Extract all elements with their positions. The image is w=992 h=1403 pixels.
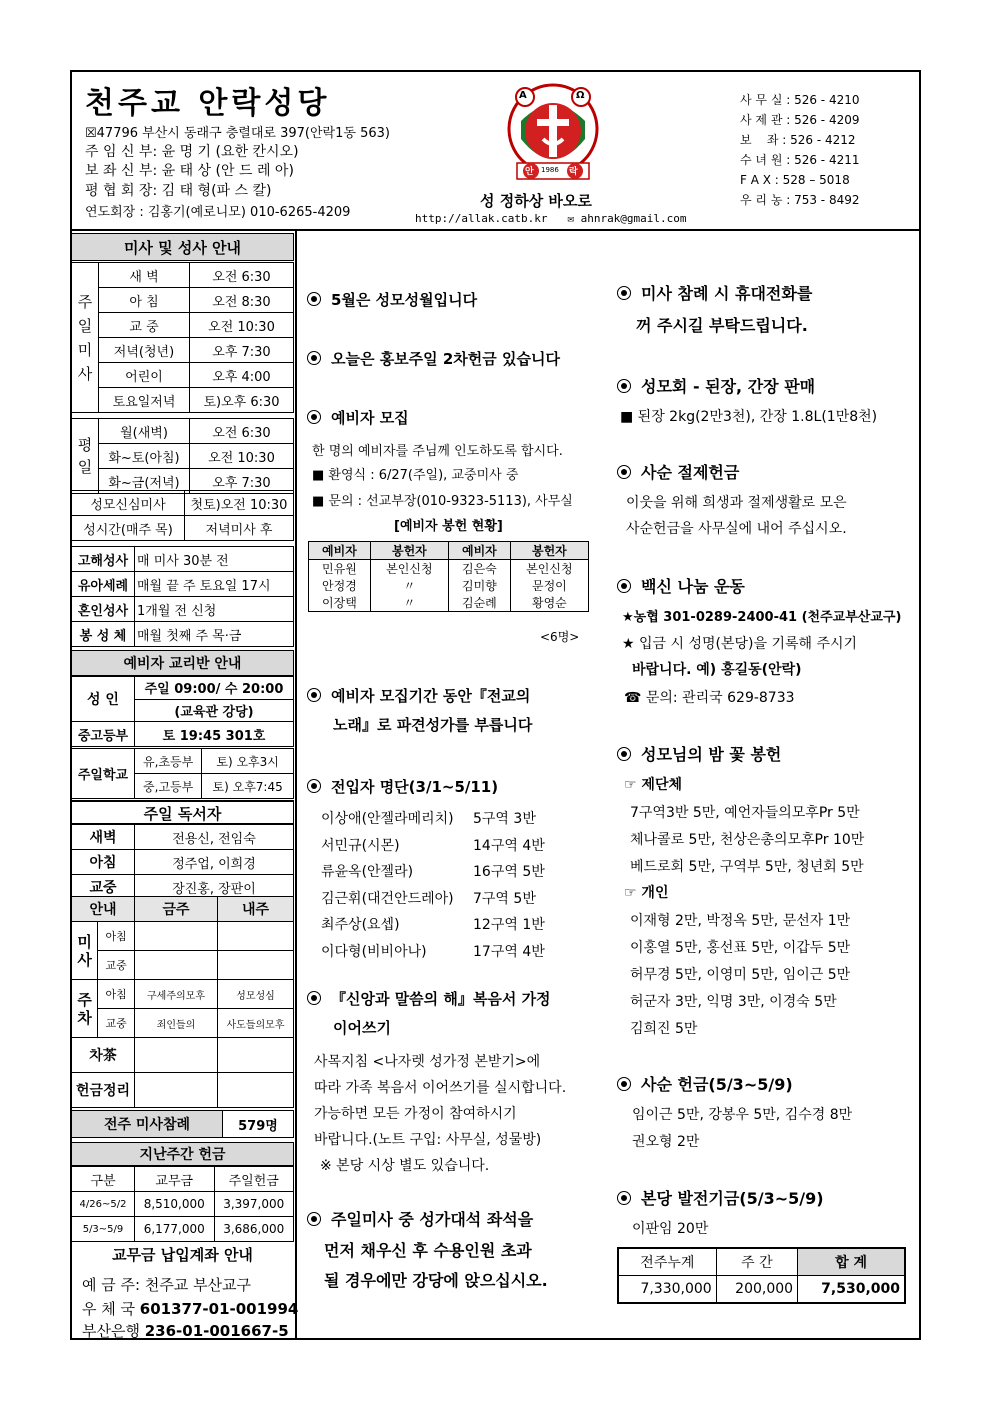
catechumen-table xyxy=(71,676,294,747)
flower-groups-list xyxy=(630,800,864,881)
logo-omega: Ω xyxy=(576,90,585,101)
offer-tithe: 8,510,000 xyxy=(135,1192,215,1217)
school-group: 유,초등부 xyxy=(135,749,202,774)
offer-head: 주일헌금 xyxy=(214,1167,294,1192)
weekday-row-time: 오후 7:30 xyxy=(190,469,294,494)
sponsor-cell: 황영순 xyxy=(510,594,588,612)
notice-vaccine-sharing: 백신 나눔 운동 xyxy=(617,574,745,597)
sunday-school-table xyxy=(71,748,294,799)
bullet-icon xyxy=(307,351,321,365)
bullet-icon xyxy=(617,286,631,300)
patron-saint: 성 정하상 바오로 xyxy=(480,192,592,210)
guide-choir-row: 아침 xyxy=(98,980,135,1009)
notice-second-collection: 오늘은 홍보주일 2차헌금 있습니다 xyxy=(307,348,560,369)
postal-account: 우 체 국 601377-01-001994 xyxy=(82,1300,299,1318)
busan-bank-account: 부산은행 236-01-001667-5 xyxy=(82,1322,289,1340)
sunday-row-time: 오후 7:30 xyxy=(190,338,294,363)
vaccine-contact: ☎ 문의: 관리국 629-8733 xyxy=(624,690,795,706)
lent-donation-line: 권오형 2만 xyxy=(632,1134,700,1150)
sunday-row-time: 오전 6:30 xyxy=(190,263,294,288)
fund-weekly: 200,000 xyxy=(716,1276,797,1304)
sacrament-info: 1개월 전 신청 xyxy=(135,597,294,622)
sponsor-head: 예비자 xyxy=(309,542,371,560)
logo-year: 1986 xyxy=(541,166,559,174)
bullet-icon xyxy=(617,379,631,393)
bullet-icon xyxy=(617,1191,631,1205)
flower-individual-row: 허군자 3만, 익명 3만, 이경숙 5만 xyxy=(630,994,837,1010)
council-president: 평 협 회 장: 김 태 형(파 스 칼) xyxy=(85,183,272,199)
notice-lent-donation: 사순 헌금(5/3~5/9) xyxy=(617,1072,793,1095)
teen-label: 중고등부 xyxy=(72,722,135,747)
flower-group-row: 7구역3반 5만, 예언자들의모후Pr 5만 xyxy=(630,805,860,821)
weekday-mass-table xyxy=(71,418,294,494)
flower-groups-label: ☞ 제단체 xyxy=(624,777,682,793)
flower-individual-row: 이재형 2만, 박정옥 5만, 문선자 1만 xyxy=(630,913,851,929)
reader-mass: 교중 xyxy=(72,875,135,900)
vaccine-instruction: ★ 입금 시 성명(본당)을 기록해 주시기 xyxy=(622,636,858,652)
sponsor-cell: 김순례 xyxy=(448,594,510,612)
attendance-table xyxy=(71,1110,294,1138)
tea-label: 차茶 xyxy=(72,1038,135,1073)
sunday-row-label: 새 벽 xyxy=(99,263,190,288)
notice-mission-song-2: 노래』로 파견성가를 부릅니다 xyxy=(333,716,533,734)
weekday-row-label: 월(새벽) xyxy=(99,419,190,444)
fund-head: 합 계 xyxy=(798,1248,905,1276)
offer-head: 구분 xyxy=(72,1167,135,1192)
new-parishioner-row: 이다형(비비아나) 17구역 4반 xyxy=(321,943,545,960)
lent-donation-line: 임이근 5만, 강봉우 5만, 김수경 8만 xyxy=(632,1107,853,1123)
logo-alpha: A xyxy=(519,90,527,101)
guide-head: 금주 xyxy=(135,897,218,922)
school-group: 중,고등부 xyxy=(135,774,202,799)
guide-choir-row: 교중 xyxy=(98,1009,135,1038)
notice-development-fund: 본당 발전기금(5/3~5/9) xyxy=(617,1186,824,1209)
special-mass-table xyxy=(71,490,294,541)
sunday-row-label: 아 침 xyxy=(99,288,190,313)
logo-right-char: 락 xyxy=(569,167,578,177)
offer-sunday: 3,397,000 xyxy=(214,1192,294,1217)
guide-table xyxy=(71,896,294,1108)
bullet-icon xyxy=(307,292,321,306)
notice-phones-off-2: 꺼 주시길 부탁드립니다. xyxy=(636,316,808,335)
catechumen-contact: ■ 문의 : 선교부장(010-9323-5113), 사무실 xyxy=(312,494,573,509)
flower-individual-row: 허무경 5만, 이영미 5만, 임이근 5만 xyxy=(630,967,851,983)
guide-choir-this: 구세주의모후 xyxy=(135,980,218,1009)
sacrament-info: 매월 첫째 주 목·금 xyxy=(135,622,294,647)
lent-offering-line: 사순헌금을 사무실에 내어 주십시오. xyxy=(626,521,847,537)
new-parishioner-row: 이상애(안젤라메리치) 5구역 3반 xyxy=(321,811,536,827)
lent-offering-line: 이웃을 위해 희생과 절제생활로 모은 xyxy=(626,495,847,511)
teen-time: 토 19:45 301호 xyxy=(135,722,294,747)
readers-title: 주일 독서자 xyxy=(71,800,294,824)
bullet-icon xyxy=(307,991,321,1005)
sponsor-cell: 민유원 xyxy=(309,560,371,578)
sacrament-info: 매 미사 30분 전 xyxy=(135,547,294,572)
fund-head: 주 간 xyxy=(716,1248,797,1276)
last-week-offering-title: 지난주간 헌금 xyxy=(71,1142,294,1166)
flower-individuals-label: ☞ 개인 xyxy=(624,885,669,901)
notice-gospel-copy: 『신앙과 말씀의 해』복음서 가정 xyxy=(307,988,551,1009)
youth-president: 연도회장 : 김홍기(예로니모) 010-6265-4209 xyxy=(85,205,351,220)
new-parishioner-row: 최주상(요셉) 12구역 1반 xyxy=(321,917,545,934)
readers-table xyxy=(71,824,294,900)
catechumen-text: 한 명의 예비자를 주님께 인도하도록 합시다. xyxy=(312,444,563,459)
offering-label: 헌금정리 xyxy=(72,1073,135,1108)
bullet-icon xyxy=(307,688,321,702)
vaccine-account: ★농협 301-0289-2400-41 (천주교부산교구) xyxy=(622,610,902,625)
sunday-row-label: 교 중 xyxy=(99,313,190,338)
guide-choir-this: 죄인들의 xyxy=(135,1009,218,1038)
notice-soybean-sale: 성모회 - 된장, 간장 판매 xyxy=(617,374,815,397)
school-time: 토) 오후7:45 xyxy=(202,774,294,799)
notice-lent-offering: 사순 절제헌금 xyxy=(617,460,739,483)
notice-catechumen: 예비자 모집 xyxy=(307,407,409,428)
school-time: 토) 오후3시 xyxy=(202,749,294,774)
special-row-label: 성시간(매주 목) xyxy=(72,516,185,541)
catechumen-title: 예비자 교리반 안내 xyxy=(71,650,294,676)
weekday-row-time: 오전 6:30 xyxy=(190,419,294,444)
notice-phones-off: 미사 참례 시 휴대전화를 xyxy=(617,281,812,304)
sponsor-cell: 안정경 xyxy=(309,577,371,594)
notice-new-parishioners: 전입자 명단(3/1~5/11) xyxy=(307,776,498,797)
sponsor-cell: 〃 xyxy=(370,577,448,594)
gospel-copy-line: ※ 본당 시상 별도 있습니다. xyxy=(320,1158,490,1174)
pastor: 주 임 신 부: 윤 명 기 (요한 칸시오) xyxy=(85,144,299,160)
adult-place: (교육관 강당) xyxy=(135,699,294,722)
sunday-mass-label: 주 일 미 사 xyxy=(72,263,99,413)
weekday-row-label: 화~토(아침) xyxy=(99,444,190,469)
reader-names: 전용신, 전임숙 xyxy=(135,825,294,850)
adult-label: 성 인 xyxy=(72,677,135,722)
attendance-label: 전주 미사참례 xyxy=(72,1111,223,1138)
sponsor-cell: 문정이 xyxy=(510,577,588,594)
sacrament-label: 봉 성 체 xyxy=(72,622,135,647)
guide-mass-label: 미 사 xyxy=(72,922,98,980)
new-parishioner-row: 서민규(시몬) 14구역 4반 xyxy=(321,837,545,854)
bullet-icon xyxy=(307,1212,321,1226)
address: ☒47796 부산시 동래구 충렬대로 397(안락1동 563) xyxy=(85,126,390,141)
sunday-row-label: 토요일저녁 xyxy=(99,388,190,413)
logo-left-char: 안 xyxy=(525,167,534,177)
catechumen-table-title: [예비자 봉헌 현황] xyxy=(394,519,503,534)
gospel-copy-line: 사목지침 <나자렛 성가정 본받기>에 xyxy=(314,1054,541,1070)
sacraments-table xyxy=(71,546,294,647)
mass-guide-title: 미사 및 성사 안내 xyxy=(71,233,294,261)
sunday-mass-table xyxy=(71,262,294,413)
guide-choir-next: 사도들의모후 xyxy=(218,1009,294,1038)
sponsor-cell: 김미향 xyxy=(448,577,510,594)
sunday-row-time: 토)오후 6:30 xyxy=(190,388,294,413)
weekday-row-label: 화~금(저녁) xyxy=(99,469,190,494)
phone-directory xyxy=(740,90,859,210)
reader-mass: 새벽 xyxy=(72,825,135,850)
sacrament-label: 혼인성사 xyxy=(72,597,135,622)
catechumen-sponsor-table xyxy=(308,541,589,612)
bullet-icon xyxy=(617,1077,631,1091)
guide-head: 안내 xyxy=(72,897,135,922)
phone-rectory: 사 제 관 : 526 - 4209 xyxy=(740,113,860,127)
sponsor-cell: 이장택 xyxy=(309,594,371,612)
guide-mass-row: 교중 xyxy=(98,951,135,980)
notice-flower-offering: 성모님의 밤 꽃 봉헌 xyxy=(617,742,781,765)
guide-choir-next: 성모성심 xyxy=(218,980,294,1009)
offer-sunday: 3,686,000 xyxy=(214,1217,294,1242)
fund-head: 전주누계 xyxy=(618,1248,716,1276)
gospel-copy-text xyxy=(314,1049,566,1179)
offer-period: 4/26~5/2 xyxy=(72,1192,135,1217)
soybean-prices: ■ 된장 2kg(2만3천), 간장 1.8L(1만8천) xyxy=(620,409,878,425)
bullet-icon xyxy=(307,779,321,793)
phone-office: 사 무 실 : 526 - 4210 xyxy=(740,93,860,107)
account-title: 교무금 납입계좌 안내 xyxy=(112,1246,253,1264)
guide-choir-label: 주 차 xyxy=(72,980,98,1038)
fund-cumulative: 7,330,000 xyxy=(618,1276,716,1304)
guide-mass-row: 아침 xyxy=(98,922,135,951)
new-parishioner-row: 김근휘(대건안드레아) 7구역 5반 xyxy=(321,890,536,907)
phone-fax: F A X : 528 – 5018 xyxy=(740,173,850,187)
special-row-time: 첫토)오전 10:30 xyxy=(185,491,294,516)
sponsor-head: 예비자 xyxy=(448,542,510,560)
reader-names: 정주업, 이희경 xyxy=(135,850,294,875)
gospel-copy-line: 가능하면 모든 가정이 참여하시기 xyxy=(314,1106,517,1122)
sacrament-label: 고해성사 xyxy=(72,547,135,572)
special-row-label: 성모신심미사 xyxy=(72,491,185,516)
flower-group-row: 베드로회 5만, 구역부 5만, 청년회 5만 xyxy=(630,859,864,875)
sponsor-cell: 〃 xyxy=(370,594,448,612)
attendance-value: 579명 xyxy=(223,1111,294,1138)
bullet-icon xyxy=(307,410,321,424)
sponsor-cell: 본인신청 xyxy=(370,560,448,578)
offering-table xyxy=(71,1166,294,1242)
reader-names: 장진홍, 장판이 xyxy=(135,875,294,900)
sunday-row-time: 오전 8:30 xyxy=(190,288,294,313)
sponsor-cell: 김은숙 xyxy=(448,560,510,578)
flower-individuals-list xyxy=(630,908,850,1043)
notice-choir-seats-2: 먼저 채우신 후 수용인원 초과 xyxy=(324,1241,532,1260)
reader-mass: 아침 xyxy=(72,850,135,875)
guide-head: 내주 xyxy=(218,897,294,922)
special-row-time: 저녁미사 후 xyxy=(185,516,294,541)
notice-mission-song: 예비자 모집기간 동안『전교의 xyxy=(307,685,530,706)
offer-tithe: 6,177,000 xyxy=(135,1217,215,1242)
fund-total: 7,530,000 xyxy=(798,1276,905,1304)
phone-assistant: 보 좌 : 526 - 4212 xyxy=(740,133,856,147)
sacrament-info: 매월 끝 주 토요일 17시 xyxy=(135,572,294,597)
phone-convent: 수 녀 원 : 526 - 4211 xyxy=(740,153,860,167)
vaccine-example: 바랍니다. 예) 홍길동(안락) xyxy=(632,662,802,678)
flower-individual-row: 이홍열 5만, 홍선표 5만, 이갑두 5만 xyxy=(630,940,851,956)
flower-individual-row: 김희진 5만 xyxy=(630,1021,698,1037)
sponsor-cell: 본인신청 xyxy=(510,560,588,578)
notice-gospel-copy-2: 이어쓰기 xyxy=(333,1019,391,1037)
offer-head: 교무금 xyxy=(135,1167,215,1192)
bullet-icon xyxy=(617,465,631,479)
offer-period: 5/3~5/9 xyxy=(72,1217,135,1242)
bullet-icon xyxy=(617,579,631,593)
account-holder: 예 금 주: 천주교 부산교구 xyxy=(82,1276,252,1294)
bullet-icon xyxy=(617,747,631,761)
website-link[interactable]: http://allak.catb.kr ✉ ahnrak@gmail.com xyxy=(415,212,687,225)
development-fund-donor: 이판임 20만 xyxy=(632,1221,709,1237)
notice-may: 5월은 성모성월입니다 xyxy=(307,289,477,310)
new-parishioner-list xyxy=(321,806,545,966)
sacrament-label: 유아세례 xyxy=(72,572,135,597)
sunday-row-label: 어린이 xyxy=(99,363,190,388)
email-link[interactable]: ✉ ahnrak@gmail.com xyxy=(567,212,687,225)
flower-group-row: 체나콜로 5만, 천상은총의모후Pr 10만 xyxy=(630,832,865,848)
sunday-row-time: 오후 4:00 xyxy=(190,363,294,388)
new-parishioner-row: 류윤옥(안젤라) 16구역 5반 xyxy=(321,864,545,881)
gospel-copy-line: 바랍니다.(노트 구입: 사무실, 성물방) xyxy=(314,1132,542,1148)
sunday-row-label: 저녁(청년) xyxy=(99,338,190,363)
catechumen-count: <6명> xyxy=(540,630,580,644)
adult-time: 주일 09:00/ 수 20:00 xyxy=(135,677,294,700)
phone-urinong: 우 리 농 : 753 - 8492 xyxy=(740,193,860,207)
assistant-priest: 보 좌 신 부: 윤 태 상 (안 드 레 아) xyxy=(85,163,294,179)
weekday-label: 평 일 xyxy=(72,419,99,494)
church-name: 천주교 안락성당 xyxy=(85,86,331,121)
school-label: 주일학교 xyxy=(72,749,135,799)
notice-choir-seats-3: 될 경우에만 강당에 앉으십시오. xyxy=(324,1271,548,1290)
sponsor-head: 봉헌자 xyxy=(510,542,588,560)
catechumen-welcome: ■ 환영식 : 6/27(주일), 교중미사 중 xyxy=(312,468,519,483)
gospel-copy-line: 따라 가족 복음서 이어쓰기를 실시합니다. xyxy=(314,1080,567,1096)
notice-choir-seats: 주일미사 중 성가대석 좌석을 xyxy=(307,1207,533,1230)
weekday-row-time: 오전 10:30 xyxy=(190,444,294,469)
sunday-row-time: 오전 10:30 xyxy=(190,313,294,338)
development-fund-table xyxy=(617,1247,906,1304)
sponsor-head: 봉헌자 xyxy=(370,542,448,560)
